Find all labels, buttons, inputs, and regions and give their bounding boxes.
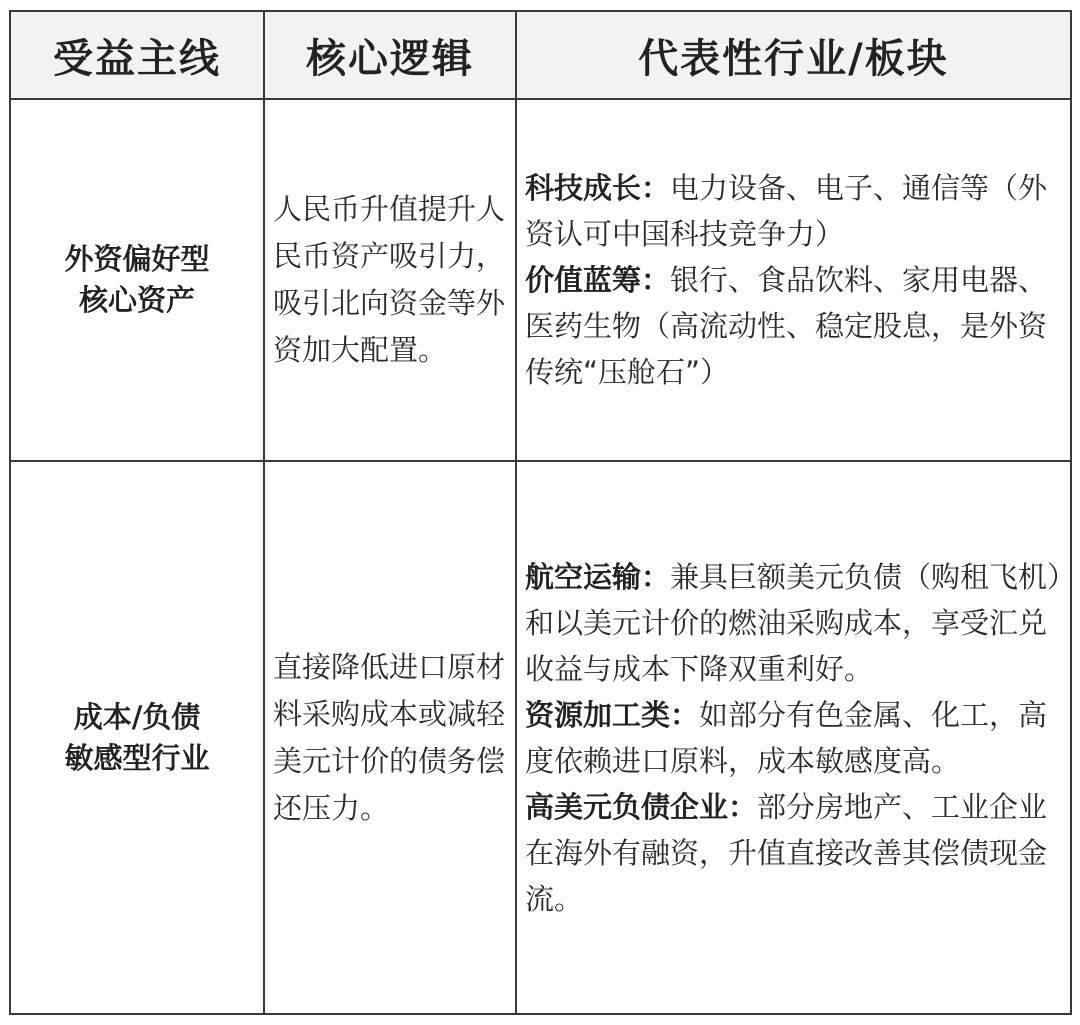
header-logic: 核心逻辑 <box>264 11 516 99</box>
table-row <box>10 99 1071 461</box>
mainline-line: 成本/负债 <box>73 699 201 734</box>
sector-label: 航空运输： <box>525 559 671 594</box>
beneficiary-table <box>9 10 1072 1015</box>
sector-text: 兼具巨额美元负债（购租飞机）和以美元计价的燃油采购成本，享受汇兑收益与成本下降双重利好。 <box>525 559 1062 686</box>
sector-entry <box>525 784 1062 922</box>
mainline-line: 敏感型行业 <box>64 740 210 775</box>
sector-entry <box>525 165 1062 257</box>
sector-label: 科技成长： <box>525 171 671 205</box>
sector-label: 高美元负债企业： <box>525 789 758 824</box>
mainline-line: 核心资产 <box>78 283 195 317</box>
sector-text: 部分房地产、工业企业在海外有融资，升值直接改善其偿债现金流。 <box>525 789 1048 916</box>
header-mainline: 受益主线 <box>10 11 264 99</box>
sector-text: 银行、食品饮料、家用电器、医药生物（高流动性、稳定股息，是外资传统“压舱石”） <box>525 263 1048 389</box>
logic-cell: 人民币升值提升人民币资产吸引力，吸引北向资金等外资加大配置。 <box>264 99 516 461</box>
logic-cell: 直接降低进口原材料采购成本或减轻美元计价的债务偿还压力。 <box>264 461 516 1014</box>
mainline-cell <box>10 99 264 461</box>
sector-label: 资源加工类： <box>525 697 700 732</box>
sectors-cell <box>516 461 1071 1014</box>
header-sectors: 代表性行业/板块 <box>516 11 1071 99</box>
sector-entry <box>525 692 1062 784</box>
sector-text: 如部分有色金属、化工，高度依赖进口原料，成本敏感度高。 <box>525 697 1048 778</box>
mainline-line: 外资偏好型 <box>64 242 210 276</box>
mainline-cell <box>10 461 264 1014</box>
sector-entry <box>525 257 1062 395</box>
sector-label: 价值蓝筹： <box>525 263 671 297</box>
sector-entry <box>525 554 1062 692</box>
sectors-cell <box>516 99 1071 461</box>
sector-text: 电力设备、电子、通信等（外资认可中国科技竞争力） <box>525 171 1048 251</box>
header-row <box>10 11 1071 99</box>
table-row <box>10 461 1071 1014</box>
